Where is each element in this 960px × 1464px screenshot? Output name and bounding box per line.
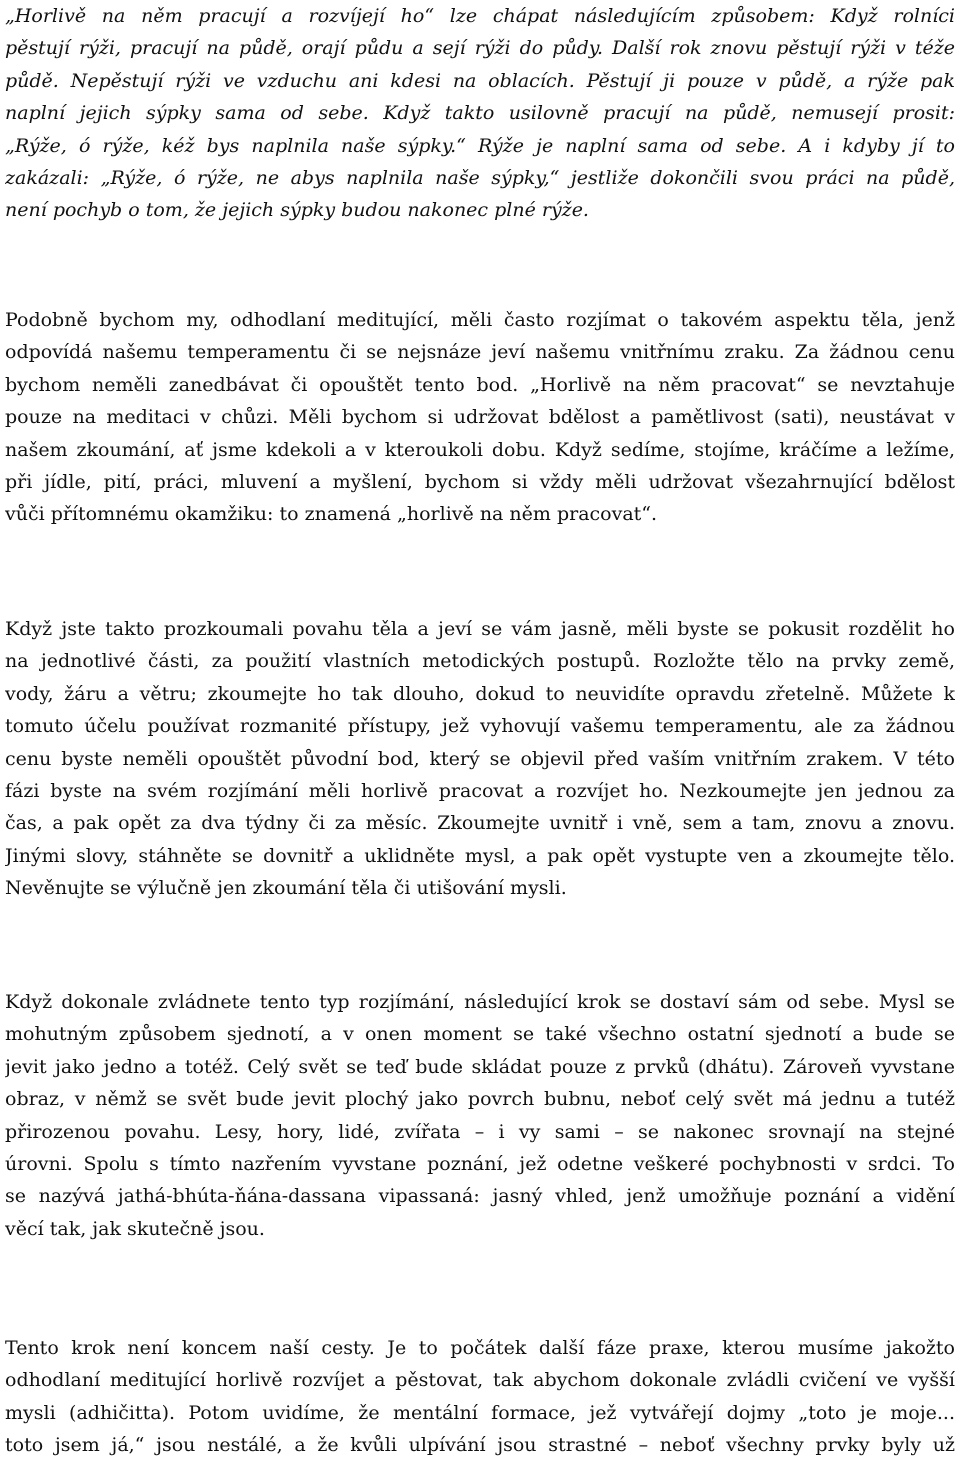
text-line: pěstují rýži, pracují na půdě, orají půdu a sejí rýži do půdy. Další rok znovu pěstují rýži v téže	[5, 37, 955, 60]
text-line: odpovídá našemu temperamentu či se nejsnáze jeví našemu vnitřnímu zraku. Za žádnou cenu	[5, 341, 955, 364]
text-line: mysli (adhičitta). Potom uvidíme, že mentální formace, jež vytvářejí dojmy „toto je moje...	[5, 1401, 955, 1424]
text-line: při jídle, pití, práci, mluvení a myšlení, bychom si vždy měli udržovat všezahrnující bdělost	[5, 470, 955, 493]
text-line: není pochyb o tom, že jejich sýpky budou nakonec plné rýže.	[5, 199, 589, 222]
text-line: tomuto účelu používat rozmanité přístupy, jež vyhovují vašemu temperamentu, ale za žádnou	[5, 715, 955, 738]
paragraph-rice-metaphor	[5, 0, 955, 227]
paragraph-meditators	[5, 304, 955, 531]
text-line: „Horlivě na něm pracují a rozvíjejí ho“ lze chápat následujícím způsobem: Když rolníci	[5, 5, 955, 27]
text-line: vůči přítomnému okamžiku: to znamená „horlivě na něm pracovat“.	[5, 503, 658, 526]
text-line: pouze na meditaci v chůzi. Měli bychom si udržovat bdělost a pamětlivost (sati), neustávat v	[5, 406, 955, 429]
text-line: Nevěnujte se výlučně jen zkoumání těla či utišování mysli.	[5, 877, 567, 900]
text-line: bychom neměli zanedbávat či opouštět tento bod. „Horlivě na něm pracovat“ se nevztahuje	[5, 373, 955, 396]
text-line: Když dokonale zvládnete tento typ rozjímání, následující krok se dostaví sám od sebe. Mysl se	[5, 991, 955, 1013]
text-line: odhodlaní meditující horlivě rozvíjet a pěstovat, tak abychom dokonale zvládli cvičení ve vyšší	[5, 1369, 955, 1392]
text-line: Tento krok není koncem naší cesty. Je to počátek další fáze praxe, kterou musíme jakožto	[5, 1337, 955, 1359]
text-line: vody, žáru a větru; zkoumejte ho tak dlouho, dokud to neuvidíte opravdu zřetelně. Můžete k	[5, 682, 955, 705]
text-line: toto jsem já,“ jsou nestálé, a že kvůli ulpívání jsou strastné – neboť všechny prvky byly už	[5, 1434, 955, 1457]
paragraph-body-elements	[5, 613, 955, 905]
text-line: čas, a pak opět za dva týdny či za měsíc. Zkoumejte uvnitř i vně, sem a tam, znovu a znovu.	[5, 812, 955, 835]
text-line: Jinými slovy, stáhněte se dovnitř a uklidněte mysl, a pak opět vystupte ven a zkoumejte tělo.	[5, 844, 955, 867]
text-line: půdě. Nepěstují rýži ve vzduchu ani kdesi na oblacích. Pěstují ji pouze v půdě, a rýže pak	[5, 69, 955, 92]
text-line: naplní jejich sýpky sama od sebe. Když takto usilovně pracují na půdě, nemusejí prosit:	[5, 102, 955, 125]
text-line: jevit jako jedno a totéž. Celý svět se teď bude skládat pouze z prvků (dhátu). Zároveň vyvstane	[5, 1055, 955, 1078]
text-line: Když jste takto prozkoumali povahu těla a jeví se vám jasně, měli byste se pokusit rozdělit ho	[5, 618, 955, 640]
text-line: cenu byste neměli opouštět původní bod, který se objevil před vaším vnitřním zrakem. V této	[5, 747, 955, 770]
text-line: na jednotlivé části, za použití vlastních metodických postupů. Rozložte tělo na prvky země,	[5, 650, 955, 673]
paragraph-insight	[5, 986, 955, 1245]
text-line: obraz, v němž se svět bude jevit plochý jako povrch bubnu, neboť celý svět má jednu a tutéž	[5, 1088, 955, 1111]
text-line: přirozenou povahu. Lesy, hory, lidé, zvířata – i vy sami – se nakonec srovnají na stejné	[5, 1120, 955, 1143]
text-line: fázi byste na svém rozjímání měli horlivě pracovat a rozvíjet ho. Nezkoumejte jen jednou za	[5, 779, 955, 802]
text-line: našem zkoumání, ať jsme kdekoli a v kteroukoli dobu. Když sedíme, stojíme, kráčíme a ležíme,	[5, 438, 955, 461]
text-line: úrovni. Spolu s tímto nazřením vyvstane poznání, jež odetne veškeré pochybnosti v srdci. To	[5, 1152, 955, 1175]
text-line: Podobně bychom my, odhodlaní meditující, měli často rozjímat o takovém aspektu těla, jenž	[5, 309, 955, 331]
text-line: mohutným způsobem sjednotí, a v onen moment se také všechno ostatní sjednotí a bude se	[5, 1023, 955, 1046]
text-line: se nazývá jathá-bhúta-ňána-dassana vipassaná: jasný vhled, jenž umožňuje poznání a vidění	[5, 1185, 955, 1208]
text-line: zakázali: „Rýže, ó rýže, ne abys naplnila naše sýpky,“ jestliže dokončili svou práci na půdě,	[5, 166, 955, 189]
paragraph-next-phase	[5, 1332, 955, 1462]
text-line: věcí tak, jak skutečně jsou.	[5, 1217, 265, 1240]
text-line: „Rýže, ó rýže, kéž bys naplnila naše sýpky.“ Rýže je naplní sama od sebe. A i kdyby jí to	[5, 134, 955, 157]
